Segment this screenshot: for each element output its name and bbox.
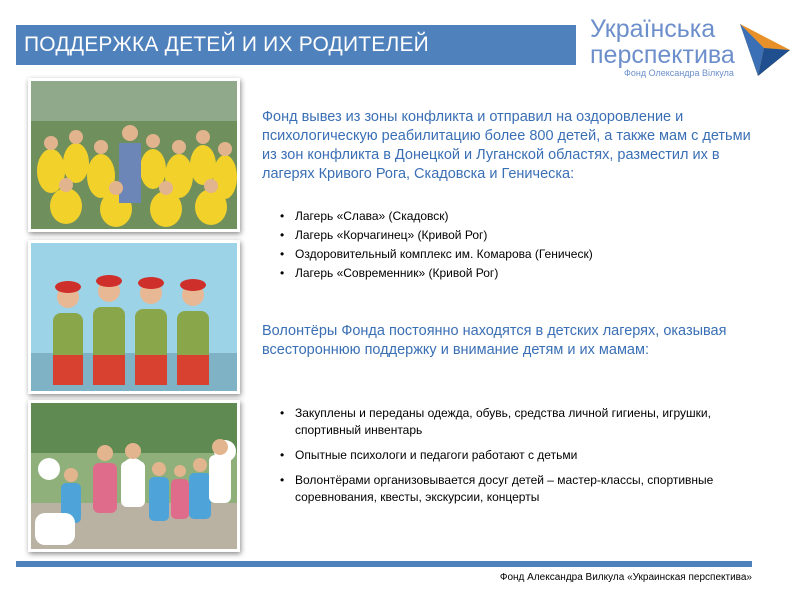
page-title: ПОДДЕРЖКА ДЕТЕЙ И ИХ РОДИТЕЛЕЙ — [24, 33, 429, 56]
section1-lead-text: Фонд вывез из зоны конфликта и отправил на оздоровление и психологическую реабилитацию более 800 детей, а также мам с детьми из зон конфликта в Донецкой и Луганской областях, разместил их в лагерях Кривого Рога, Скадовска и Геническа: — [262, 109, 751, 182]
list-item: • Волонтёрами организовывается досуг детей – мастер-классы, спортивные соревнования, квесты, экскурсии, концерты — [280, 472, 730, 506]
list-item: • Опытные психологи и педагоги работают с детьми — [280, 447, 730, 464]
section2-lead-text: Волонтёры Фонда постоянно находятся в детских лагерях, оказывая всестороннюю поддержку и внимание детям и их мамам: — [262, 323, 727, 358]
photo-girls-red-caps — [28, 240, 240, 394]
list-item: • Лагерь «Современник» (Кривой Рог) — [280, 264, 730, 283]
volunteer-actions-list — [280, 405, 730, 514]
list-item: • Оздоровительный комплекс им. Комарова (Геническ) — [280, 245, 730, 264]
title-bar — [16, 25, 576, 65]
logo-triangle-icon — [738, 20, 792, 78]
footer-text: Фонд Александра Вилкула «Украинская перспектива» — [499, 572, 752, 583]
bottom-divider — [16, 561, 752, 567]
logo-line2: перспектива — [590, 41, 735, 69]
photo-children-balloons — [28, 400, 240, 552]
list-item: • Лагерь «Слава» (Скадовск) — [280, 207, 730, 226]
photo-children-group — [28, 78, 240, 232]
list-item: • Лагерь «Корчагинец» (Кривой Рог) — [280, 226, 730, 245]
list-item: • Закуплены и переданы одежда, обувь, средства личной гигиены, игрушки, спортивный инвентарь — [280, 405, 730, 439]
logo-line1: Украïнська — [590, 15, 716, 43]
camps-list — [280, 207, 730, 283]
logo — [588, 14, 794, 82]
logo-subtitle: Фонд Олександра Вілкула — [624, 68, 734, 78]
